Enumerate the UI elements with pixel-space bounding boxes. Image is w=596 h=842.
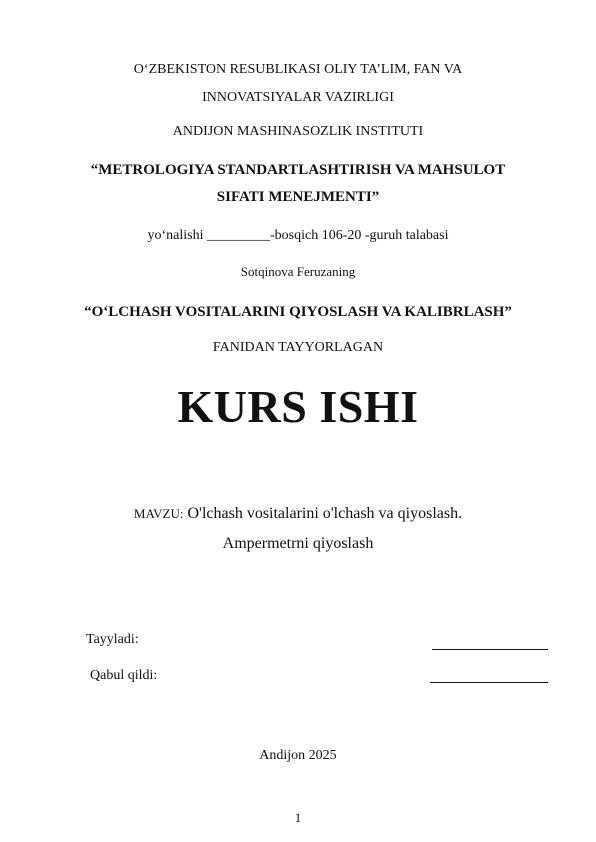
- page-number: 1: [294, 810, 302, 825]
- direction-line: yo‘nalishi _________-bosqich 106-20 -guruh talabasi: [147, 228, 449, 243]
- work-type-title: KURS ISHI: [177, 381, 419, 432]
- department-line-1: “METROLOGIYA STANDARTLASHTIRISH VA MAHSULOT: [90, 162, 506, 178]
- subject-title: “O‘LCHASH VOSITALARINI QIYOSLASH VA KALIBRLASH”: [84, 304, 512, 320]
- ministry-line-2: INNOVATSIYALAR VAZIRLIGI: [202, 90, 394, 105]
- topic-label: MAVZU:: [133, 506, 184, 521]
- department-line-2: SIFATI MENEJMENTI”: [216, 189, 380, 205]
- city-year: Andijon 2025: [259, 748, 337, 763]
- topic-text-1: O'lchash vositalarini o'lchash va qiyoslash.: [187, 505, 463, 522]
- topic-line-2: Ampermetrni qiyoslash: [222, 535, 374, 552]
- accepted-by-signature-line: [430, 682, 548, 683]
- prepared-for-subject: FANIDAN TAYYORLAGAN: [212, 340, 384, 355]
- topic-line-1: [0, 505, 596, 523]
- prepared-by-signature-line: [432, 649, 548, 650]
- prepared-by-label: Tayyladi:: [86, 632, 139, 647]
- ministry-line-1: O‘ZBEKISTON RESUBLIKASI OLIY TA’LIM, FAN VA: [133, 62, 463, 77]
- accepted-by-label: Qabul qildi:: [90, 668, 158, 683]
- student-name: Sotqinova Feruzaning: [240, 264, 356, 279]
- institute-name: ANDIJON MASHINASOZLIK INSTITUTI: [172, 124, 424, 139]
